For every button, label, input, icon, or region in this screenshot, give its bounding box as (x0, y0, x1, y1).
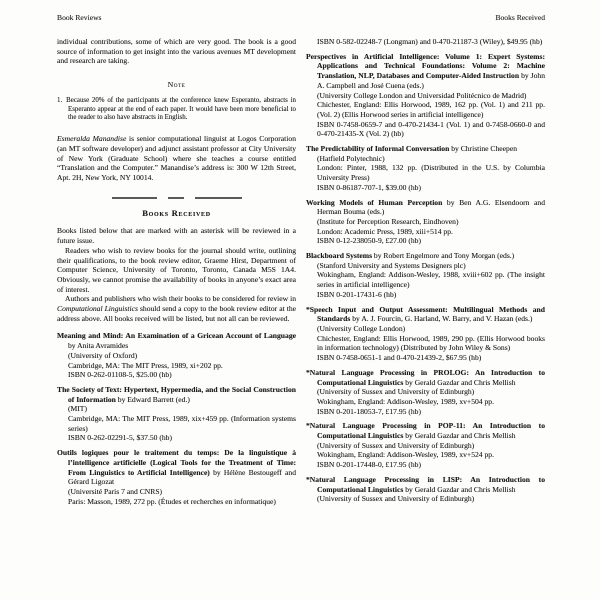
book-isbn: ISBN 0-201-18053-7, £17.95 (hb) (317, 406, 421, 416)
books-received-heading: Books Received (142, 207, 211, 218)
book-entry (57, 331, 296, 380)
divider-segment (168, 197, 184, 199)
book-byline: by John A. Campbell and José Cuena (eds.) (317, 71, 545, 90)
journal-name: Computational Linguistics (57, 304, 138, 314)
book-byline: by Gerald Gazdar and Chris Mellish (403, 484, 516, 494)
book-isbn: ISBN 0-262-02291-5, $37.50 (hb) (68, 433, 172, 443)
intro-paragraph: individual contributions, some of which are very good. The book is a good source of information to get insight into the various avenues MT development and research are taking. (57, 37, 296, 66)
author-bio-name: Esmeralda Manandise (57, 134, 127, 144)
book-publisher: Wokingham, England: Addison-Wesley, 1988, xviii+602 pp. (The insight series in artificial intelligence) (317, 270, 545, 290)
book-publisher: Paris: Masson, 1989, 272 pp. (Études et recherches en informatique) (68, 496, 276, 506)
footnote-text: Because 20% of the participants at the conference knew Esperanto, abstracts in Esperanto appear at the end of each paper. It would have been more beneficial to the reader to also have abstracts in English. (66, 96, 296, 122)
books-received-para-3 (57, 294, 296, 323)
book-title: *Natural Language Processing in PROLOG: An Introduction to Computational Linguistics (306, 367, 545, 387)
book-affiliation: (University College London) (317, 323, 406, 333)
book-affiliation: (Institute for Perception Research, Eindhoven) (317, 216, 459, 226)
running-head-right: Books Received (495, 13, 545, 22)
para-3-post: should send a copy to the book review editor at the address above. All books received will be listed, but not all can be reviewed. (57, 304, 296, 323)
para-3-pre: Authors and publishers who wish their books to be considered for review in (65, 294, 296, 304)
book-publisher: Chichester, England: Ellis Horwood, 1989, 290 pp. (Ellis Horwood books in information technology) (Distributed by John Wiley & Sons) (317, 333, 545, 353)
book-entry (57, 448, 296, 506)
two-column-layout (57, 37, 545, 506)
book-isbn: ISBN 0-201-17431-6 (hb) (317, 289, 397, 299)
book-byline: by Robert Engelmore and Tony Morgan (eds.) (372, 251, 515, 261)
book-entry (306, 368, 545, 417)
book-title: The Society of Text: Hypertext, Hypermedia, and the Social Construction of Information (57, 384, 296, 404)
book-isbn: ISBN 0-12-238050-9, £27.00 (hb) (317, 236, 421, 246)
book-isbn: ISBN 0-7458-0659-7 and 0-470-21434-1 (Vol. 1) and 0-7458-0660-0 and 0-470-21435-X (Vol. 2) (hb) (317, 119, 545, 139)
book-affiliation: (Stanford University and Systems Designers plc) (317, 260, 466, 270)
book-isbn: ISBN 0-262-01108-5, $25.00 (hb) (68, 370, 172, 380)
book-title: *Natural Language Processing in LISP: An Introduction to Computational Linguistics (306, 474, 545, 494)
book-publisher: Cambridge, MA: The MIT Press, 1989, xix+459 pp. (Information systems series) (68, 414, 296, 433)
books-received-para-2: Readers who wish to review books for the journal should write, outlining their qualifications, to the book review editor, Graeme Hirst, Department of Computer Science, University of Toronto, Toronto, Canada M5S 1A4. Obviously, we cannot promise the availability of books in anyone’s exact area of interest. (57, 245, 296, 294)
book-title: Working Models of Human Perception (306, 197, 443, 207)
book-isbn: ISBN 0-7458-0651-1 and 0-470-21439-2, $67.95 (hb) (317, 353, 482, 363)
note-heading: Note (167, 80, 186, 90)
running-head (57, 13, 545, 22)
book-affiliation: (Hatfield Polytechnic) (317, 153, 385, 163)
book-isbn: ISBN 0-201-17448-0, £17.95 (hb) (317, 460, 421, 470)
running-head-left: Book Reviews (57, 13, 102, 22)
book-byline: by Anita Avramides (68, 341, 129, 351)
right-column (306, 37, 545, 506)
section-divider (67, 197, 286, 200)
book-byline: by Gerald Gazdar and Chris Mellish (403, 377, 516, 387)
book-entry (306, 475, 545, 504)
book-entry (306, 305, 545, 363)
book-byline: by Ben A.G. Elsendoorn and Herman Bouma (eds.) (317, 197, 545, 217)
footnote-item (57, 97, 296, 123)
book-byline: by Gerald Gazdar and Chris Mellish (403, 431, 516, 441)
book-byline: by A. J. Fourcin, G. Harland, W. Barry, and V. Hazan (eds.) (350, 314, 533, 324)
book-entry (306, 52, 545, 139)
divider-segment (195, 197, 242, 199)
book-title: *Speech Input and Output Assessment: Multilingual Methods and Standards (306, 304, 545, 324)
book-affiliation: (Université Paris 7 and CNRS) (68, 487, 163, 496)
author-bio-text: is senior computational linguist at Logos Corporation (an MT software developer) and adjunct assistant professor at City University of New York (Graduate School) where she teaches a course entitled “Translation and the Computer.” Manandise’s address is: 300 W 12th Street, Apt. 2H, New York, NY 10014. (57, 134, 296, 183)
book-publisher: London: Academic Press, 1989, xiii+514 pp. (317, 226, 453, 236)
book-entry (306, 251, 545, 300)
book-affiliation: (University of Sussex and University of Edinburgh) (317, 387, 475, 397)
book-publisher: Chichester, England: Ellis Horwood, 1989, 162 pp. (Vol. 1) and 211 pp. (Vol. 2) (Ellis Horwood series in artificial intelligence) (317, 100, 545, 119)
divider-segment (112, 197, 157, 199)
book-title: Perspectives in Artificial Intelligence: Volume 1: Expert Systems: Applications and Technical Foundations: Volume 2: Machine Translation, NLP, Databases and Computer-Aided Instruction (306, 51, 545, 81)
book-entry (306, 144, 545, 193)
book-publisher: Wokingham, England: Addison-Wesley, 1989, xv+504 pp. (317, 396, 494, 406)
book-publisher: Wokingham, England: Addison-Wesley, 1989, xv+524 pp. (317, 450, 494, 460)
book-entry (57, 385, 296, 443)
book-title: Outils logiques pour le traitement du temps: De la linguistique à l’intelligence artificielle (Logical Tools for the Treatment of Time: From Linguistics to Artificial Intelligence) (57, 448, 296, 477)
book-byline: by Hélène Bestougeff and Gérard Ligozat (68, 467, 296, 487)
book-affiliation: (MIT) (68, 404, 87, 414)
left-column (57, 37, 296, 506)
book-title: *Natural Language Processing in POP-11: An Introduction to Computational Linguistics (306, 421, 545, 441)
footnote-number: 1. (57, 96, 63, 104)
book-publisher: London: Pinter, 1988, 132 pp. (Distributed in the U.S. by Columbia University Press) (317, 163, 545, 183)
book-byline: by Christine Cheepen (449, 144, 517, 154)
book-entry (306, 198, 545, 247)
book-title: The Predictability of Informal Conversation (306, 144, 450, 154)
book-isbn: ISBN 0-86187-707-1, $39.00 (hb) (317, 182, 421, 192)
book-publisher: Cambridge, MA: The MIT Press, 1989, xi+202 pp. (68, 360, 223, 370)
book-entry-continuation: ISBN 0-582-02248-7 (Longman) and 0-470-21187-3 (Wiley), $49.95 (hb) (317, 37, 543, 46)
books-received-para-1: Books listed below that are marked with an asterisk will be reviewed in a future issue. (57, 226, 296, 246)
book-byline: by Edward Barrett (ed.) (115, 394, 190, 404)
book-title: Blackboard Systems (306, 251, 373, 261)
book-title: Meaning and Mind: An Examination of a Gricean Account of Language (57, 331, 296, 341)
book-affiliation: (University of Sussex and University of Edinburgh) (317, 440, 475, 450)
book-affiliation: (University of Sussex and University of Edinburgh) (317, 494, 475, 504)
book-affiliation: (University of Oxford) (68, 350, 138, 360)
book-affiliation: (University College London and Universidad Politécnico de Madrid) (317, 90, 527, 100)
book-entry (306, 421, 545, 470)
author-bio (57, 134, 296, 183)
